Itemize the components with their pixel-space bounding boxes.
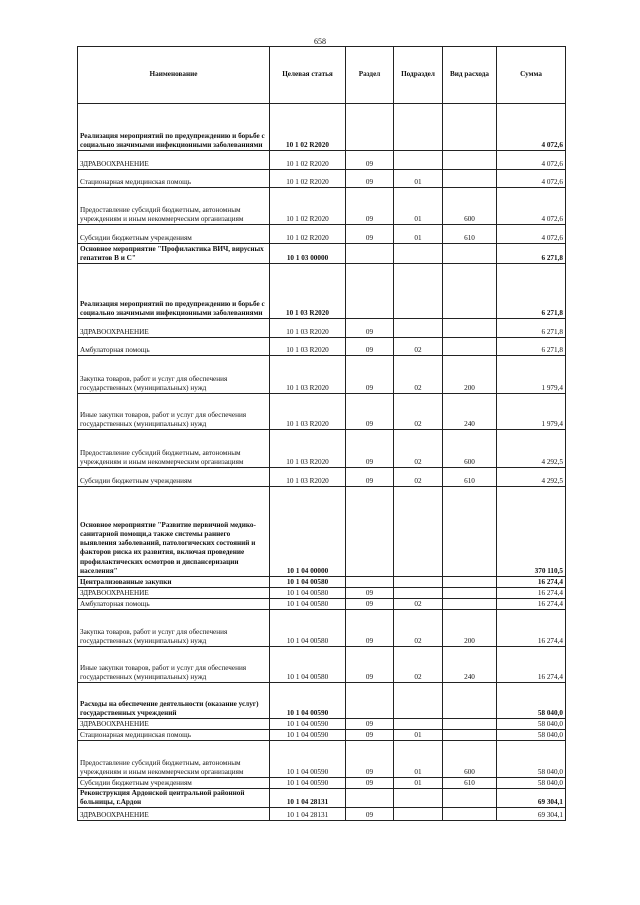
- cell-name: Субсидии бюджетным учреждениям: [78, 468, 270, 487]
- cell-section: 09: [346, 647, 394, 683]
- cell-subsection: 01: [394, 188, 443, 225]
- cell-section: [346, 683, 394, 719]
- cell-subsection: 01: [394, 730, 443, 741]
- cell-expense-type: [443, 104, 497, 151]
- cell-sum: 6 271,8: [497, 264, 566, 319]
- cell-subsection: 02: [394, 610, 443, 647]
- cell-name: Закупка товаров, работ и услуг для обеспечения государственных (муниципальных) нужд: [78, 610, 270, 647]
- cell-sum: 370 110,5: [497, 487, 566, 577]
- table-row: [78, 225, 566, 244]
- table-row: [78, 741, 566, 778]
- cell-target: 10 1 04 00580: [270, 647, 346, 683]
- cell-section: 09: [346, 170, 394, 188]
- cell-name: Субсидии бюджетным учреждениям: [78, 225, 270, 244]
- cell-section: 09: [346, 338, 394, 356]
- cell-sum: 4 292,5: [497, 468, 566, 487]
- table-row: [78, 170, 566, 188]
- cell-expense-type: [443, 588, 497, 599]
- cell-name: Реализация мероприятий по предупреждению и борьбе с социально значимыми инфекционными заболеваниями: [78, 104, 270, 151]
- cell-subsection: [394, 487, 443, 577]
- cell-name: ЗДРАВООХРАНЕНИЕ: [78, 319, 270, 338]
- table-row: [78, 610, 566, 647]
- cell-target: 10 1 04 00580: [270, 599, 346, 610]
- cell-target: 10 1 02 R2020: [270, 104, 346, 151]
- cell-subsection: 02: [394, 394, 443, 430]
- cell-subsection: 02: [394, 468, 443, 487]
- table-row: [78, 730, 566, 741]
- cell-subsection: [394, 789, 443, 808]
- cell-target: 10 1 04 00580: [270, 610, 346, 647]
- cell-section: 09: [346, 730, 394, 741]
- cell-name: ЗДРАВООХРАНЕНИЕ: [78, 808, 270, 821]
- table-row: [78, 577, 566, 588]
- cell-name: Иные закупки товаров, работ и услуг для обеспечения государственных (муниципальных) нужд: [78, 647, 270, 683]
- cell-expense-type: 200: [443, 610, 497, 647]
- table-row: [78, 264, 566, 319]
- cell-target: 10 1 04 00590: [270, 741, 346, 778]
- cell-subsection: [394, 264, 443, 319]
- cell-expense-type: 200: [443, 356, 497, 394]
- cell-section: [346, 244, 394, 264]
- table-row: [78, 188, 566, 225]
- cell-name: Амбулаторная помощь: [78, 599, 270, 610]
- cell-expense-type: [443, 808, 497, 821]
- cell-expense-type: [443, 577, 497, 588]
- cell-expense-type: [443, 244, 497, 264]
- cell-subsection: [394, 719, 443, 730]
- cell-sum: 4 072,6: [497, 151, 566, 170]
- cell-sum: 58 040,0: [497, 741, 566, 778]
- cell-sum: 58 040,0: [497, 778, 566, 789]
- cell-section: 09: [346, 394, 394, 430]
- table-row: [78, 394, 566, 430]
- cell-name: Расходы на обеспечение деятельности (оказание услуг) государственных учреждений: [78, 683, 270, 719]
- cell-subsection: 02: [394, 647, 443, 683]
- cell-expense-type: [443, 789, 497, 808]
- cell-name: Реализация мероприятий по предупреждению и борьбе с социально значимыми инфекционными заболеваниями: [78, 264, 270, 319]
- cell-section: 09: [346, 599, 394, 610]
- cell-section: 09: [346, 610, 394, 647]
- cell-subsection: [394, 808, 443, 821]
- column-header-name: Наименование: [78, 47, 270, 104]
- cell-target: 10 1 04 00580: [270, 588, 346, 599]
- table-row: [78, 430, 566, 468]
- cell-target: 10 1 04 00590: [270, 730, 346, 741]
- cell-subsection: [394, 151, 443, 170]
- table-row: [78, 104, 566, 151]
- cell-expense-type: 600: [443, 188, 497, 225]
- cell-subsection: [394, 319, 443, 338]
- cell-expense-type: [443, 599, 497, 610]
- table-header: [78, 47, 566, 104]
- cell-name: Иные закупки товаров, работ и услуг для обеспечения государственных (муниципальных) нужд: [78, 394, 270, 430]
- cell-target: 10 1 04 28131: [270, 808, 346, 821]
- cell-section: 09: [346, 319, 394, 338]
- cell-expense-type: 600: [443, 430, 497, 468]
- cell-target: 10 1 02 R2020: [270, 170, 346, 188]
- cell-expense-type: [443, 319, 497, 338]
- cell-section: [346, 104, 394, 151]
- cell-target: 10 1 03 R2020: [270, 430, 346, 468]
- table-row: [78, 719, 566, 730]
- cell-target: 10 1 03 R2020: [270, 394, 346, 430]
- cell-section: 09: [346, 588, 394, 599]
- cell-sum: 6 271,8: [497, 319, 566, 338]
- cell-section: [346, 264, 394, 319]
- cell-sum: 6 271,8: [497, 244, 566, 264]
- column-header-expense-type: Вид расхода: [443, 47, 497, 104]
- cell-expense-type: 610: [443, 468, 497, 487]
- cell-name: ЗДРАВООХРАНЕНИЕ: [78, 151, 270, 170]
- cell-sum: 4 292,5: [497, 430, 566, 468]
- cell-section: 09: [346, 356, 394, 394]
- cell-section: 09: [346, 225, 394, 244]
- cell-name: Централизованные закупки: [78, 577, 270, 588]
- cell-name: Предоставление субсидий бюджетным, автономным учреждениям и иным некоммерческим организациям: [78, 430, 270, 468]
- cell-section: 09: [346, 741, 394, 778]
- cell-target: 10 1 04 00580: [270, 577, 346, 588]
- cell-name: ЗДРАВООХРАНЕНИЕ: [78, 588, 270, 599]
- cell-name: Амбулаторная помощь: [78, 338, 270, 356]
- cell-subsection: 02: [394, 356, 443, 394]
- cell-name: Основное мероприятие "Развитие первичной медико-санитарной помощи,а также системы раннего выявления заболеваний, патологических состояний и факторов риска их развития, включая проведение профилактических осмотров и диспансеризации населения": [78, 487, 270, 577]
- cell-target: 10 1 02 R2020: [270, 225, 346, 244]
- cell-target: 10 1 03 00000: [270, 244, 346, 264]
- cell-expense-type: 240: [443, 647, 497, 683]
- cell-sum: 58 040,0: [497, 730, 566, 741]
- table-row: [78, 151, 566, 170]
- cell-sum: 1 979,4: [497, 394, 566, 430]
- cell-subsection: [394, 683, 443, 719]
- cell-target: 10 1 03 R2020: [270, 264, 346, 319]
- cell-name: Реконструкция Ардонской центральной районной больницы, г.Ардон: [78, 789, 270, 808]
- cell-subsection: 02: [394, 338, 443, 356]
- cell-name: Субсидии бюджетным учреждениям: [78, 778, 270, 789]
- cell-subsection: [394, 244, 443, 264]
- table-row: [78, 683, 566, 719]
- cell-subsection: [394, 104, 443, 151]
- cell-name: Предоставление субсидий бюджетным, автономным учреждениям и иным некоммерческим организациям: [78, 188, 270, 225]
- cell-target: 10 1 03 R2020: [270, 319, 346, 338]
- cell-target: 10 1 03 R2020: [270, 356, 346, 394]
- cell-subsection: 01: [394, 741, 443, 778]
- cell-name: Закупка товаров, работ и услуг для обеспечения государственных (муниципальных) нужд: [78, 356, 270, 394]
- cell-name: Предоставление субсидий бюджетным, автономным учреждениям и иным некоммерческим организациям: [78, 741, 270, 778]
- table-body: [78, 104, 566, 821]
- cell-sum: 4 072,6: [497, 225, 566, 244]
- cell-name: Стационарная медицинская помощь: [78, 170, 270, 188]
- table-row: [78, 356, 566, 394]
- cell-expense-type: [443, 487, 497, 577]
- cell-section: [346, 789, 394, 808]
- table-row: [78, 338, 566, 356]
- cell-subsection: 02: [394, 599, 443, 610]
- cell-expense-type: [443, 151, 497, 170]
- cell-section: 09: [346, 808, 394, 821]
- cell-sum: 69 304,1: [497, 789, 566, 808]
- cell-name: Стационарная медицинская помощь: [78, 730, 270, 741]
- cell-sum: 6 271,8: [497, 338, 566, 356]
- page-number: 658: [314, 37, 326, 46]
- table-row: [78, 647, 566, 683]
- table-row: [78, 588, 566, 599]
- table-row: [78, 808, 566, 821]
- cell-section: 09: [346, 430, 394, 468]
- cell-target: 10 1 03 R2020: [270, 468, 346, 487]
- cell-sum: 16 274,4: [497, 577, 566, 588]
- cell-section: 09: [346, 188, 394, 225]
- cell-target: 10 1 04 00590: [270, 683, 346, 719]
- table-row: [78, 487, 566, 577]
- cell-section: [346, 487, 394, 577]
- column-header-section: Раздел: [346, 47, 394, 104]
- cell-expense-type: [443, 730, 497, 741]
- cell-target: 10 1 04 28131: [270, 789, 346, 808]
- cell-sum: 4 072,6: [497, 188, 566, 225]
- cell-section: 09: [346, 151, 394, 170]
- cell-section: 09: [346, 719, 394, 730]
- cell-target: 10 1 04 00590: [270, 719, 346, 730]
- budget-table: [77, 46, 566, 821]
- cell-section: 09: [346, 778, 394, 789]
- cell-sum: 16 274,4: [497, 599, 566, 610]
- cell-sum: 1 979,4: [497, 356, 566, 394]
- cell-target: 10 1 02 R2020: [270, 188, 346, 225]
- cell-target: 10 1 03 R2020: [270, 338, 346, 356]
- cell-sum: 4 072,6: [497, 170, 566, 188]
- cell-expense-type: [443, 170, 497, 188]
- cell-expense-type: 600: [443, 741, 497, 778]
- cell-subsection: [394, 577, 443, 588]
- table-row: [78, 319, 566, 338]
- cell-sum: 58 040,0: [497, 719, 566, 730]
- cell-subsection: 01: [394, 225, 443, 244]
- table-row: [78, 778, 566, 789]
- cell-expense-type: [443, 338, 497, 356]
- column-header-subsection: Подраздел: [394, 47, 443, 104]
- column-header-target: Целевая статья: [270, 47, 346, 104]
- cell-section: [346, 577, 394, 588]
- cell-sum: 16 274,4: [497, 647, 566, 683]
- table-row: [78, 468, 566, 487]
- cell-target: 10 1 04 00590: [270, 778, 346, 789]
- cell-sum: 16 274,4: [497, 588, 566, 599]
- cell-subsection: [394, 588, 443, 599]
- cell-sum: 69 304,1: [497, 808, 566, 821]
- cell-target: 10 1 04 00000: [270, 487, 346, 577]
- cell-subsection: 01: [394, 170, 443, 188]
- cell-target: 10 1 02 R2020: [270, 151, 346, 170]
- cell-expense-type: [443, 719, 497, 730]
- table-row: [78, 244, 566, 264]
- table-row: [78, 599, 566, 610]
- column-header-sum: Сумма: [497, 47, 566, 104]
- cell-subsection: 02: [394, 430, 443, 468]
- cell-expense-type: 610: [443, 778, 497, 789]
- cell-sum: 16 274,4: [497, 610, 566, 647]
- cell-subsection: 01: [394, 778, 443, 789]
- cell-expense-type: 610: [443, 225, 497, 244]
- table-row: [78, 789, 566, 808]
- cell-sum: 58 040,0: [497, 683, 566, 719]
- cell-expense-type: [443, 683, 497, 719]
- cell-expense-type: 240: [443, 394, 497, 430]
- cell-expense-type: [443, 264, 497, 319]
- cell-section: 09: [346, 468, 394, 487]
- cell-name: ЗДРАВООХРАНЕНИЕ: [78, 719, 270, 730]
- cell-sum: 4 072,6: [497, 104, 566, 151]
- cell-name: Основное мероприятие "Профилактика ВИЧ, вирусных гепатитов В и С": [78, 244, 270, 264]
